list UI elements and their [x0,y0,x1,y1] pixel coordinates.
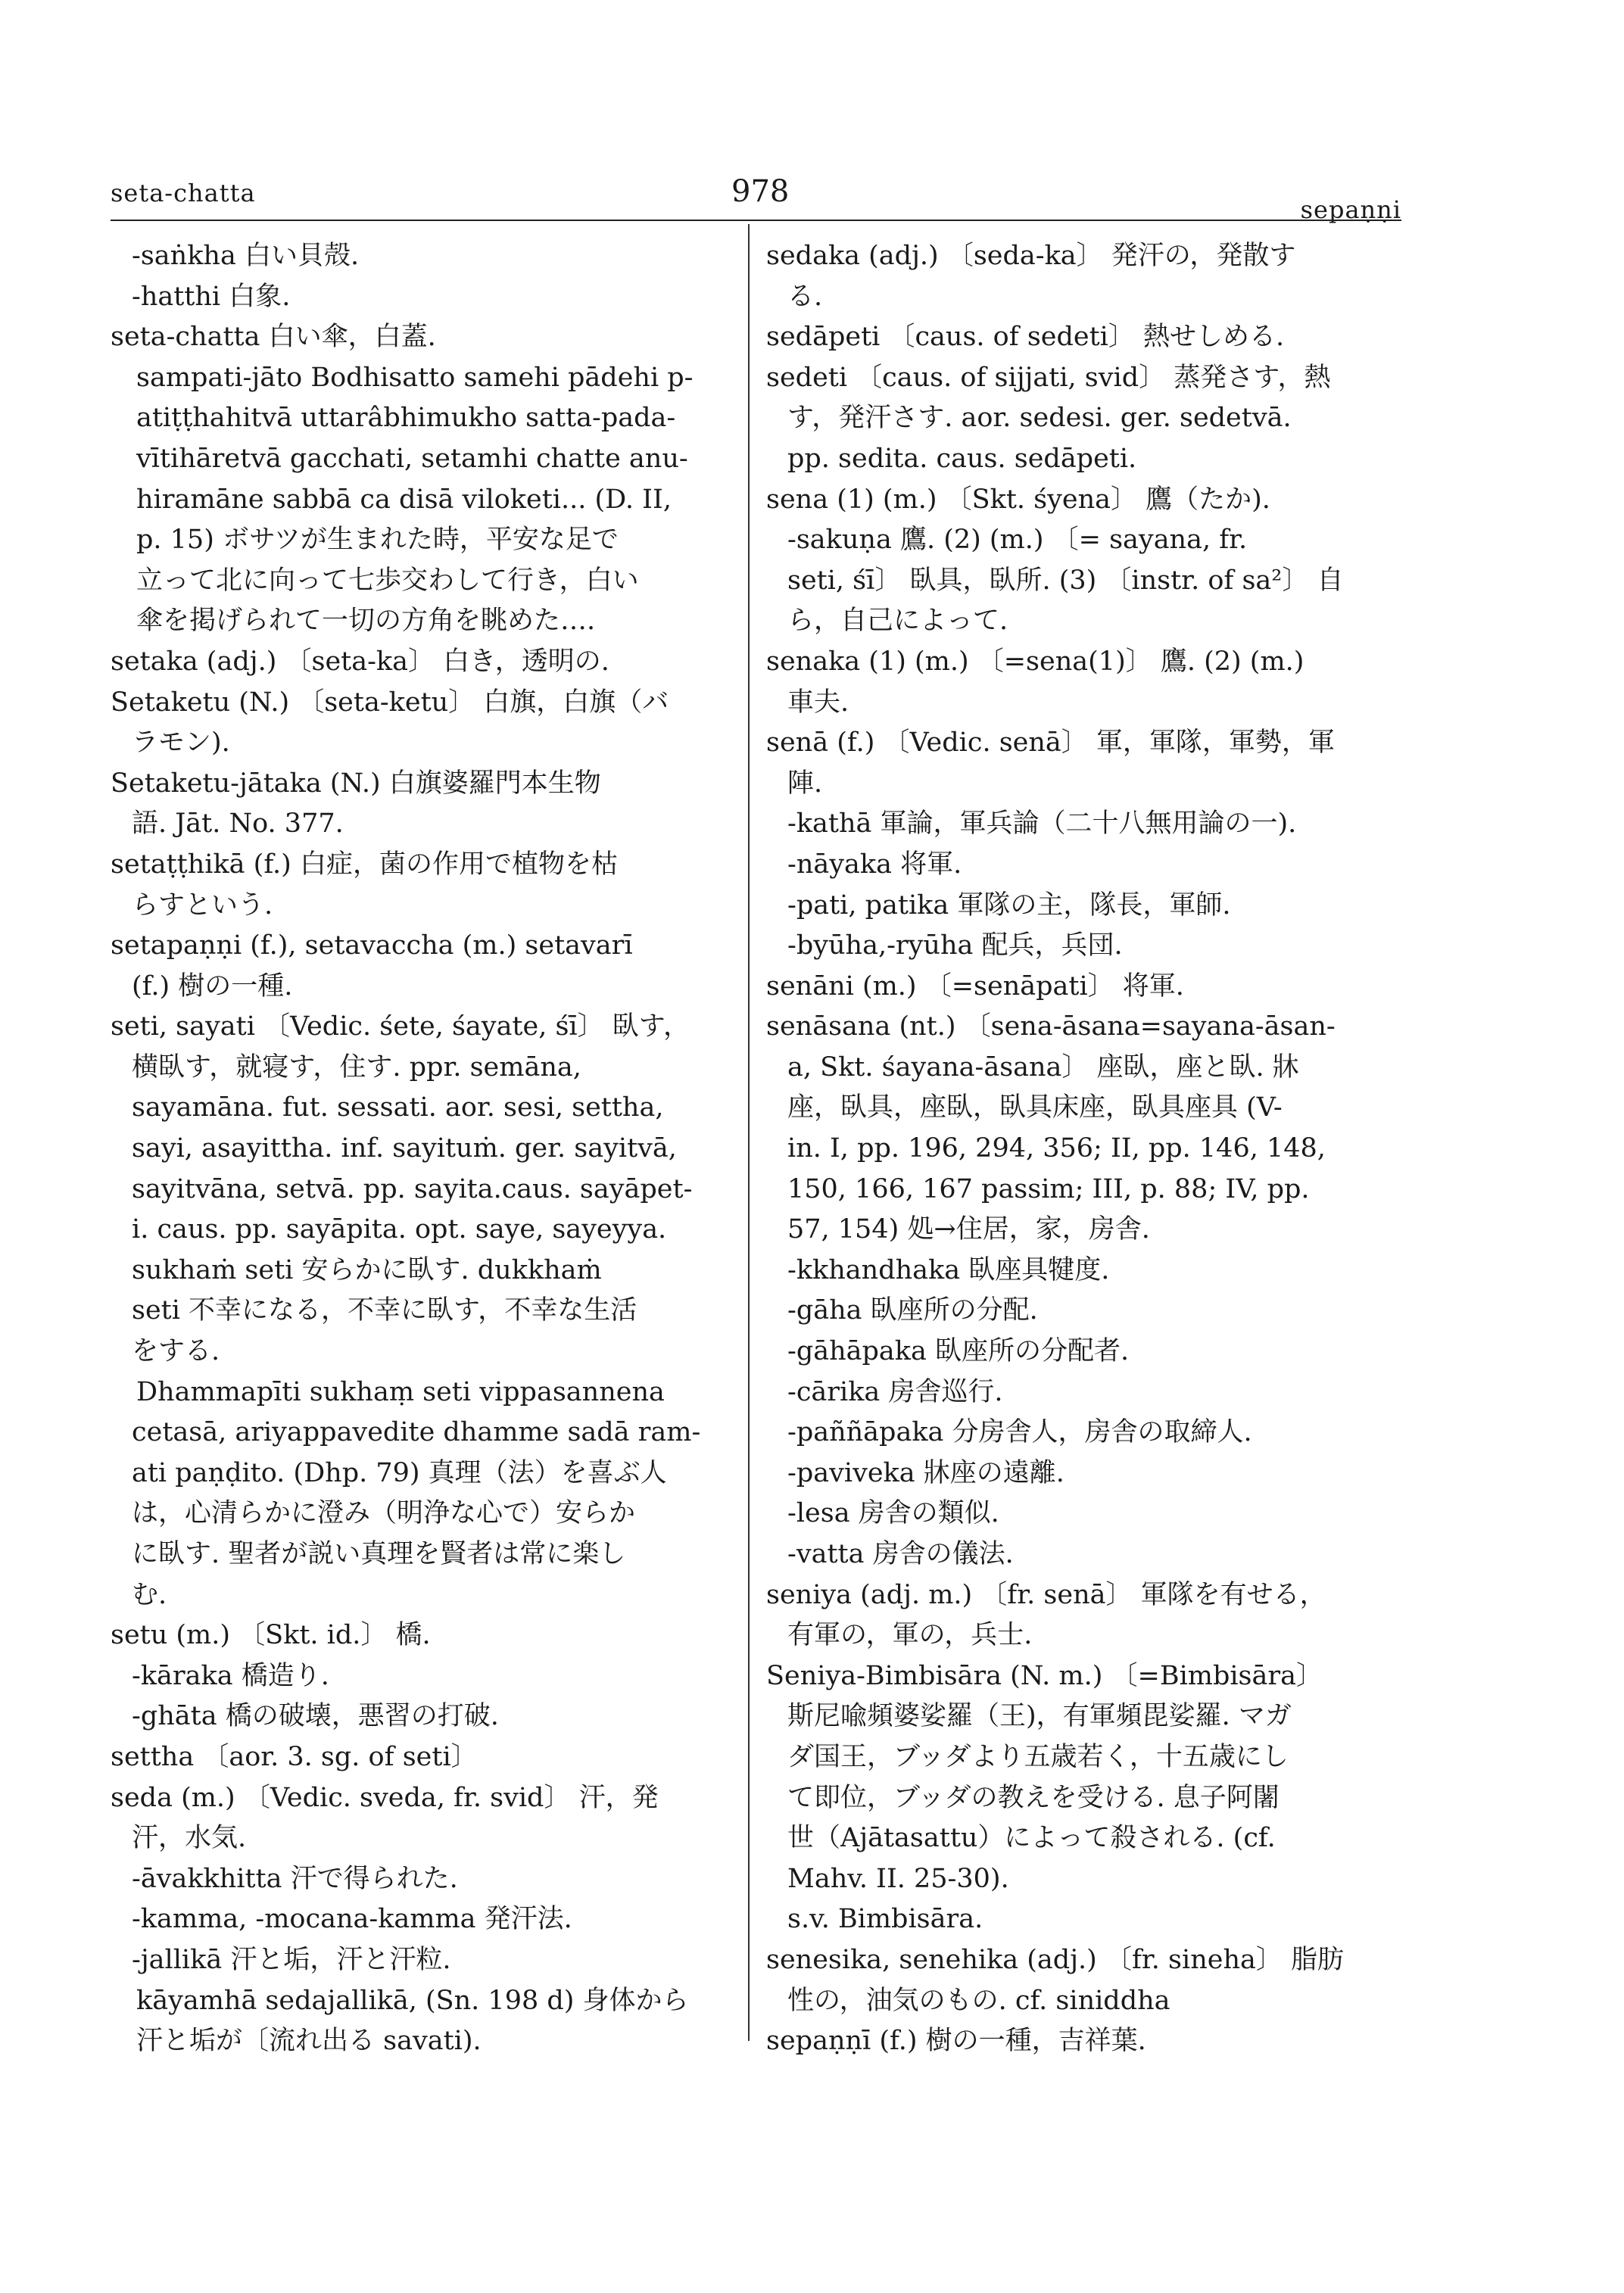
dictionary-headword-line: seniya (adj. m.) 〔fr. senā〕 軍隊を有せる， [766,1579,1326,1610]
dictionary-text-line: ラモン). [132,727,230,759]
dictionary-text-line: -āvakkhitta 汗で得られた. [132,1863,458,1894]
dictionary-text-line: 斯尼喩頻婆娑羅（王)，有軍頻毘娑羅. マガ [787,1701,1292,1732]
dictionary-text-line: seti 不幸になる，不幸に臥す，不幸な生活 [132,1295,637,1326]
page-number: 978 [731,174,790,209]
dictionary-text-line: 座，臥具，座臥，臥具床座，臥具座具 (V- [787,1092,1283,1123]
dictionary-headword-line: sedāpeti 〔caus. of sedeti〕 熱せしめる. [766,322,1285,353]
dictionary-text-line: vītihāretvā gacchati, setamhi chatte anu- [136,443,688,474]
dictionary-text-line: hiramāne sabbā ca disā viloketi... (D. II, [136,484,672,515]
dictionary-text-line: 車夫. [787,687,849,718]
dictionary-text-line: cetasā, ariyappavedite dhamme sadā ram- [132,1417,701,1448]
dictionary-headword-line: sedaka (adj.) 〔seda-ka〕 発汗の，発散す [766,241,1296,271]
dictionary-text-line: は，心清らかに澄み（明浄な心で）安らか [132,1498,636,1529]
dictionary-text-line: -paññāpaka 分房舎人，房舎の取締人. [787,1417,1252,1448]
dictionary-text-line: -pati, patika 軍隊の主，隊長，軍師. [787,889,1231,921]
dictionary-text-line: 57, 154) 処→住居，家，房舎. [787,1214,1150,1245]
dictionary-text-line: 有軍の，軍の，兵士. [787,1620,1033,1651]
dictionary-text-line: sampati-jāto Bodhisatto samehi pādehi p- [136,362,694,393]
dictionary-headword-line: Seniya-Bimbisāra (N. m.) 〔=Bimbisāra〕 [766,1660,1323,1691]
dictionary-text-line: -kkhandhaka 臥座具犍度. [787,1254,1110,1285]
dictionary-text-line: -gāha 臥座所の分配. [787,1295,1038,1326]
dictionary-text-line: -ghāta 橋の破壊，悪習の打破. [132,1701,499,1732]
dictionary-headword-line: Setaketu-jātaka (N.) 白旗婆羅門本生物 [111,768,601,799]
dictionary-text-line: -jallikā 汗と垢，汗と汗粒. [132,1944,451,1975]
dictionary-text-line: pp. sedita. caus. sedāpeti. [787,443,1137,474]
left-column [111,236,731,2062]
dictionary-text-line: 150, 166, 167 passim; III, p. 88; IV, pp. [787,1173,1310,1204]
dictionary-text-line: -vatta 房舎の儀法. [787,1539,1014,1569]
dictionary-headword-line: sedeti 〔caus. of sijjati, svid〕 蒸発さす，熱 [766,362,1331,393]
dictionary-text-line: 横臥す，就寝す，住す. ppr. semāna, [132,1051,581,1083]
dictionary-text-line: in. I, pp. 196, 294, 356; II, pp. 146, 148, [787,1133,1326,1164]
dictionary-headword-line: senesika, senehika (adj.) 〔fr. sineha〕 脂肪 [766,1944,1344,1975]
dictionary-text-line: む. [132,1579,167,1610]
dictionary-text-line: ら，自己によって. [787,606,1008,637]
dictionary-headword-line: Setaketu (N.) 〔seta-ketu〕 白旗，白旗（バ [111,687,669,718]
dictionary-text-line: -kathā 軍論，軍兵論（二十八無用論の一). [787,808,1297,840]
dictionary-text-line: に臥す. 聖者が説い真理を賢者は常に楽し [132,1539,626,1569]
dictionary-text-line: Dhammapīti sukhaṃ seti vippasannena [136,1376,665,1407]
dictionary-text-line: る. [787,281,823,312]
dictionary-text-line: す，発汗さす. aor. sedesi. ger. sedetvā. [787,403,1292,434]
dictionary-headword-line: setaṭṭhikā (f.) 白症，菌の作用で植物を枯 [111,849,618,880]
dictionary-text-line: atiṭṭhahitvā uttarâbhimukho satta-pada- [136,403,676,434]
dictionary-headword-line: setaka (adj.) 〔seta-ka〕 白き，透明の. [111,646,609,677]
dictionary-text-line: -nāyaka 将軍. [787,849,962,880]
dictionary-headword-line: senāsana (nt.) 〔sena-āsana=sayana-āsan- [766,1011,1336,1042]
dictionary-text-line: 性の，油気のもの. cf. siniddha [787,1985,1170,2016]
dictionary-text-line: Mahv. II. 25-30). [787,1863,1009,1894]
dictionary-headword-line: setapaṇṇi (f.), setavaccha (m.) setavarī [111,930,633,961]
dictionary-headword-line: senā (f.) 〔Vedic. senā〕 軍，軍隊，軍勢，軍 [766,727,1335,759]
dictionary-text-line: ダ国王，ブッダより五歳若く，十五歳にし [787,1741,1289,1772]
dictionary-text-line: sayi, asayittha. inf. sayituṁ. ger. sayitvā, [132,1133,677,1164]
dictionary-text-line: -lesa 房舎の類似. [787,1498,999,1529]
dictionary-text-line: sayamāna. fut. sessati. aor. sesi, settha, [132,1092,664,1123]
dictionary-text-line: seti, śī〕 臥具，臥所. (3) 〔instr. of sa²〕 自 [787,565,1344,596]
dictionary-text-line: -hatthi 白象. [132,281,291,312]
dictionary-text-line: 立って北に向って七歩交わして行き，白い [136,565,639,596]
dictionary-headword-line: seti, sayati 〔Vedic. śete, śayate, śī〕 臥す， [111,1011,690,1042]
dictionary-text-line: をする. [132,1336,220,1367]
dictionary-text-line: a, Skt. śayana-āsana〕 座臥，座と臥. 牀 [787,1051,1299,1083]
running-head-right: sepaṇṇi [1300,195,1401,224]
dictionary-text-line: (f.) 樹の一種. [132,970,293,1002]
dictionary-text-line: -saṅkha 白い貝殻. [132,241,360,271]
dictionary-text-line: s.v. Bimbisāra. [787,1904,983,1935]
dictionary-headword-line: settha 〔aor. 3. sg. of seti〕 [111,1741,478,1772]
dictionary-text-line: ati paṇḍito. (Dhp. 79) 真理（法）を喜ぶ人 [132,1457,667,1488]
dictionary-text-line: -sakuṇa 鷹. (2) (m.) 〔= sayana, fr. [787,525,1248,556]
page-header [111,174,1401,224]
dictionary-text-line: kāyamhā sedajallikā, (Sn. 198 d) 身体から [136,1985,689,2016]
dictionary-headword-line: sena (1) (m.) 〔Skt. śyena〕 鷹（たか). [766,484,1270,515]
header-rule [111,220,1401,221]
dictionary-text-line: -gāhāpaka 臥座所の分配者. [787,1336,1130,1367]
dictionary-headword-line: setu (m.) 〔Skt. id.〕 橋. [111,1620,431,1651]
column-divider [748,224,750,2041]
dictionary-text-line: -kāraka 橋造り. [132,1660,329,1691]
dictionary-headword-line: seta-chatta 白い傘，白蓋. [111,322,436,353]
dictionary-text-line: 傘を掲げられて一切の方角を眺めた…. [136,606,596,637]
dictionary-text-line: 陣. [787,768,823,799]
dictionary-text-line: 語. Jāt. No. 377. [132,808,344,840]
dictionary-text-line: 世（Ajātasattu）によって殺される. (cf. [787,1823,1276,1854]
right-column [766,236,1404,2062]
dictionary-text-line: p. 15) ボサツが生まれた時，平安な足で [136,525,619,556]
dictionary-headword-line: senāni (m.) 〔=senāpati〕 将軍. [766,970,1184,1002]
dictionary-text-line: 汗，水気. [132,1823,247,1854]
dictionary-text-line: 汗と垢が〔流れ出る savati). [136,2026,482,2057]
dictionary-text-line: -byūha,-ryūha 配兵，兵団. [787,930,1123,961]
dictionary-text-line: sayitvāna, setvā. pp. sayita.caus. sayāpet- [132,1173,693,1204]
dictionary-headword-line: sepaṇṇī (f.) 樹の一種，吉祥葉. [766,2026,1146,2057]
dictionary-text-line: -cārika 房舎巡行. [787,1376,1003,1407]
dictionary-text-line: sukhaṁ seti 安らかに臥す. dukkhaṁ [132,1254,602,1285]
dictionary-headword-line: seda (m.) 〔Vedic. sveda, fr. svid〕 汗，発 [111,1782,659,1813]
running-head-left: seta-chatta [111,179,256,207]
dictionary-text-line: -kamma, -mocana-kamma 発汗法. [132,1904,572,1935]
dictionary-text-line: -paviveka 牀座の遠離. [787,1457,1064,1488]
dictionary-text-line: i. caus. pp. sayāpita. opt. saye, sayeyya. [132,1214,667,1245]
dictionary-headword-line: senaka (1) (m.) 〔=sena(1)〕 鷹. (2) (m.) [766,646,1304,677]
dictionary-text-line: らすという. [132,889,273,921]
dictionary-text-line: て即位，ブッダの教えを受ける. 息子阿闍 [787,1782,1280,1813]
